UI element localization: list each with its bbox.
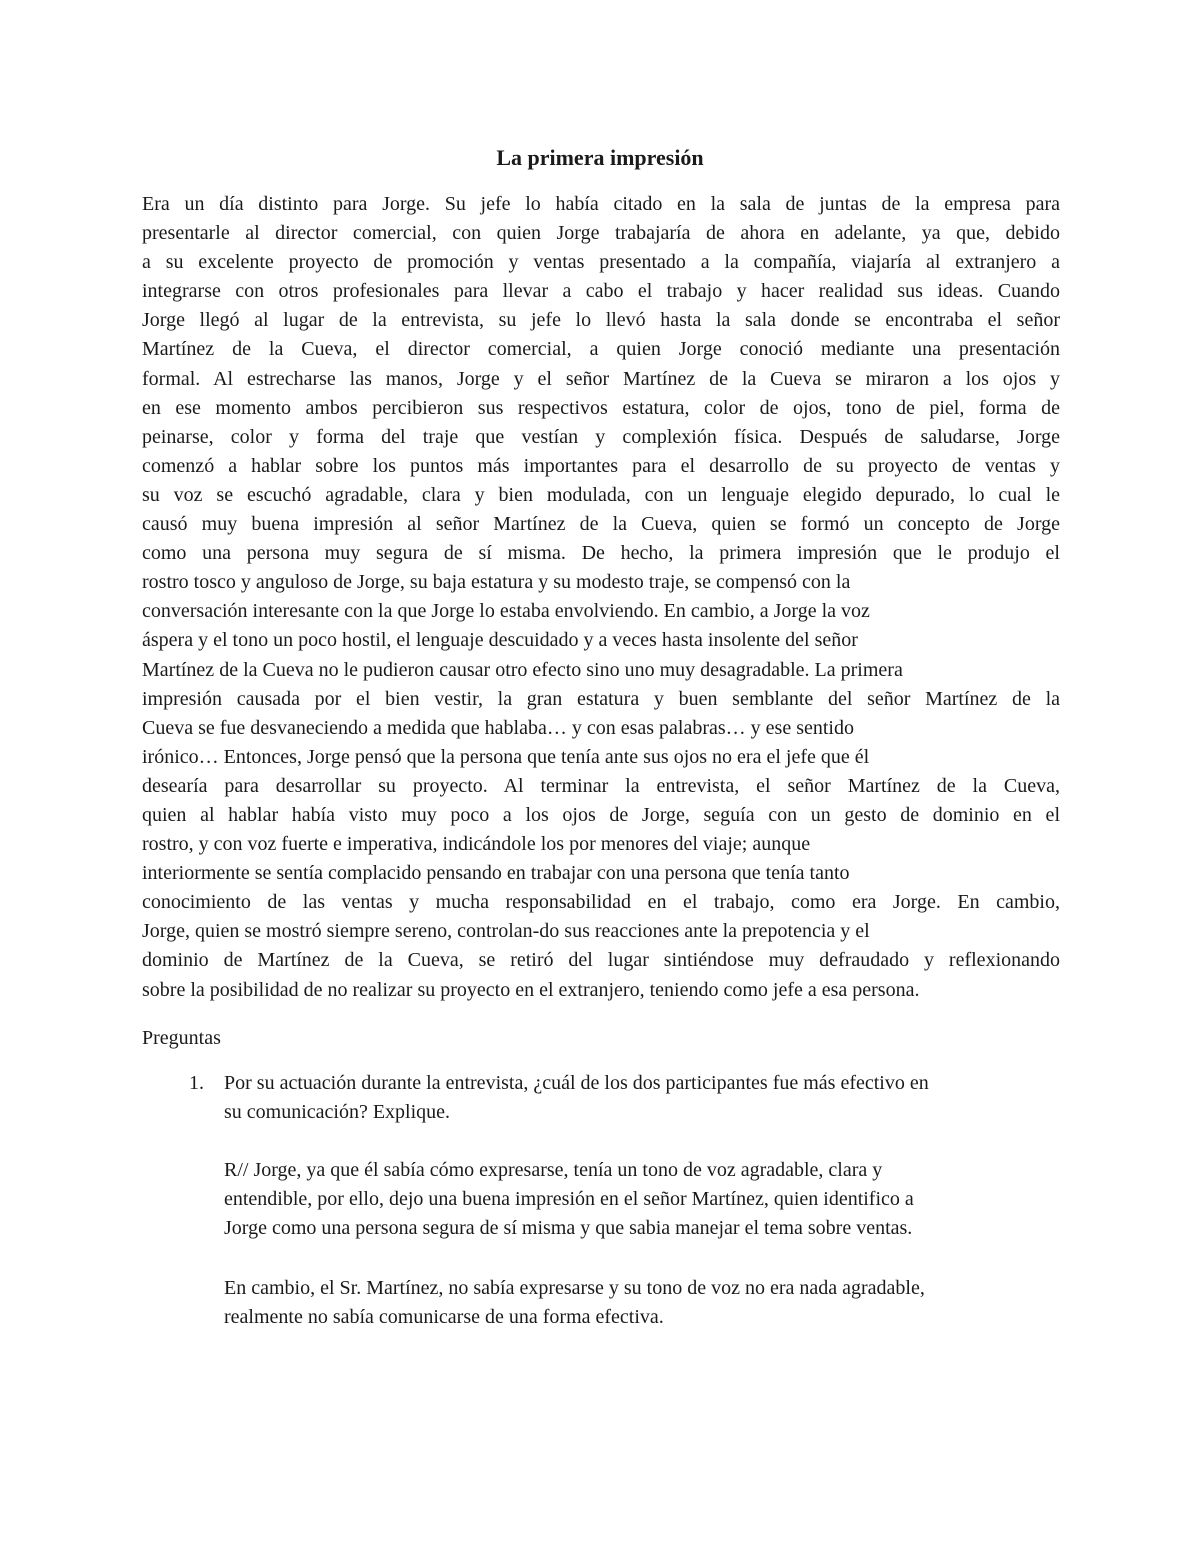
paragraph-line: su voz se escuchó agradable, clara y bien modulada, con un lenguaje elegido depurado, lo cual le bbox=[142, 483, 1060, 506]
paragraph-line: rostro tosco y anguloso de Jorge, su baja estatura y su modesto traje, se compensó con la bbox=[142, 571, 851, 594]
answer-paragraph-2 bbox=[224, 1274, 1060, 1332]
answer-line: entendible, por ello, dejo una buena impresión en el señor Martínez, quien identifico a bbox=[224, 1188, 914, 1211]
paragraph-line: desearía para desarrollar su proyecto. Al terminar la entrevista, el señor Martínez de la Cueva, bbox=[142, 774, 1060, 797]
paragraph-line: como una persona muy segura de sí misma. De hecho, la primera impresión que le produjo el bbox=[142, 542, 1060, 565]
paragraph-line: comenzó a hablar sobre los puntos más importantes para el desarrollo de su proyecto de ventas y bbox=[142, 454, 1060, 477]
paragraph-line: interiormente se sentía complacido pensando en trabajar con una persona que tenía tanto bbox=[142, 862, 850, 885]
paragraph-line: Era un día distinto para Jorge. Su jefe lo había citado en la sala de juntas de la empresa para bbox=[142, 193, 1060, 215]
paragraph-line: impresión causada por el bien vestir, la gran estatura y buen semblante del señor Martínez de la bbox=[142, 687, 1060, 710]
paragraph-line: áspera y el tono un poco hostil, el lenguaje descuidado y a veces hasta insolente del señor bbox=[142, 629, 858, 652]
question-number: 1. bbox=[189, 1072, 204, 1094]
paragraph-line: presentarle al director comercial, con quien Jorge trabajaría de ahora en adelante, ya que, debido bbox=[142, 222, 1060, 245]
paragraph-line: integrarse con otros profesionales para llevar a cabo el trabajo y hacer realidad sus ideas. Cuando bbox=[142, 280, 1060, 303]
answer-line: realmente no sabía comunicarse de una forma efectiva. bbox=[224, 1306, 664, 1329]
answer-line: Jorge como una persona segura de sí misma y que sabia manejar el tema sobre ventas. bbox=[224, 1217, 913, 1240]
paragraph-line: Cueva se fue desvaneciendo a medida que hablaba… y con esas palabras… y ese sentido bbox=[142, 716, 854, 739]
answer-line: En cambio, el Sr. Martínez, no sabía expresarse y su tono de voz no era nada agradable, bbox=[224, 1277, 925, 1299]
paragraph-line: irónico… Entonces, Jorge pensó que la persona que tenía ante sus ojos no era el jefe que él bbox=[142, 745, 870, 768]
paragraph-line: quien al hablar había visto muy poco a los ojos de Jorge, seguía con un gesto de dominio en el bbox=[142, 803, 1060, 826]
paragraph-line: causó muy buena impresión al señor Martínez de la Cueva, quien se formó un concepto de Jorge bbox=[142, 513, 1060, 536]
document-title: La primera impresión bbox=[496, 145, 704, 170]
paragraph-line: rostro, y con voz fuerte e imperativa, indicándole los por menores del viaje; aunque bbox=[142, 833, 811, 856]
paragraph-line: peinarse, color y forma del traje que vestían y complexión física. Después de saludarse, Jorge bbox=[142, 425, 1060, 448]
paragraph-line: conocimiento de las ventas y mucha responsabilidad en el trabajo, como era Jorge. En cambio, bbox=[142, 891, 1060, 914]
paragraph-line: Jorge, quien se mostró siempre sereno, controlan-do sus reacciones ante la prepotencia y el bbox=[142, 920, 870, 943]
paragraph-line: formal. Al estrecharse las manos, Jorge y el señor Martínez de la Cueva se miraron a los ojos y bbox=[142, 367, 1060, 390]
question-text bbox=[224, 1069, 1060, 1127]
questions-heading: Preguntas bbox=[142, 1027, 221, 1049]
paragraph-line: conversación interesante con la que Jorge lo estaba envolviendo. En cambio, a Jorge la voz bbox=[142, 600, 870, 623]
answer-paragraph-1 bbox=[224, 1156, 1060, 1243]
paragraph-line: sobre la posibilidad de no realizar su proyecto en el extranjero, teniendo como jefe a esa persona. bbox=[142, 978, 920, 1001]
story-paragraph bbox=[142, 190, 1060, 1005]
paragraph-line: Martínez de la Cueva, el director comercial, a quien Jorge conoció mediante una presentación bbox=[142, 338, 1060, 361]
paragraph-line: en ese momento ambos percibieron sus respectivos estatura, color de ojos, tono de piel, forma de bbox=[142, 396, 1060, 419]
question-line: Por su actuación durante la entrevista, ¿cuál de los dos participantes fue más efectivo en bbox=[224, 1072, 929, 1094]
paragraph-line: Jorge llegó al lugar de la entrevista, su jefe lo llevó hasta la sala donde se encontraba el señor bbox=[142, 309, 1060, 332]
paragraph-line: a su excelente proyecto de promoción y ventas presentado a la compañía, viajaría al extranjero a bbox=[142, 251, 1060, 274]
paragraph-line: Martínez de la Cueva no le pudieron causar otro efecto sino uno muy desagradable. La primera bbox=[142, 658, 903, 681]
paragraph-line: dominio de Martínez de la Cueva, se retiró del lugar sintiéndose muy defraudado y reflexionando bbox=[142, 949, 1060, 972]
answer-line: R// Jorge, ya que él sabía cómo expresarse, tenía un tono de voz agradable, clara y bbox=[224, 1159, 883, 1181]
question-line: su comunicación? Explique. bbox=[224, 1101, 451, 1124]
